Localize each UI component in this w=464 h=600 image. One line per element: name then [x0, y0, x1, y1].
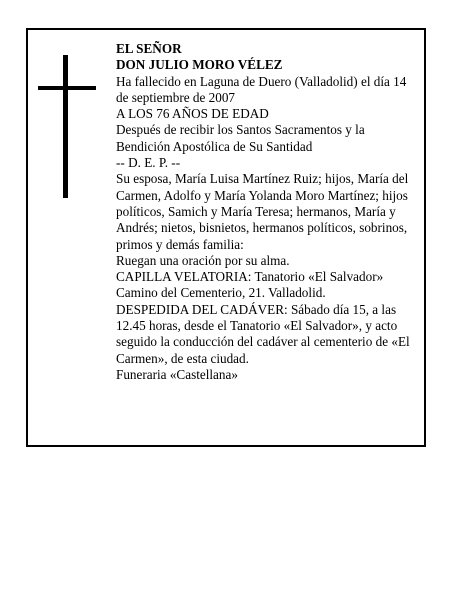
- chapel: CAPILLA VELATORIA: Tanatorio «El Salvador» Camino del Cementerio, 21. Valladolid.: [116, 269, 384, 301]
- family: Su esposa, María Luisa Martínez Ruiz; hijos, María del Carmen, Adolfo y María Yolanda Moro Martínez; hijos políticos, Samich y María Teresa; hermanos, María y Andrés; nietos, bisnietos, hermanos políticos, sobrinos, primos y demás familia:: [116, 171, 409, 252]
- rip: -- D. E. P. --: [116, 155, 181, 171]
- cross-icon: [38, 55, 96, 198]
- farewell: DESPEDIDA DEL CADÁVER: Sábado día 15, a las 12.45 horas, desde el Tanatorio «El Salvador», y acto seguido la conducción del cadáver al cementerio de «El Carmen», de esta ciudad.: [116, 301, 410, 366]
- prayer-request: Ruegan una oración por su alma.: [116, 252, 290, 268]
- obituary-notice: [26, 28, 426, 447]
- funeral-home: Funeraria «Castellana»: [116, 366, 238, 382]
- notice-text: [116, 41, 422, 383]
- age: A LOS 76 AÑOS DE EDAD: [116, 106, 269, 122]
- death-info: Ha fallecido en Laguna de Duero (Valladolid) el día 14 de septiembre de 2007: [116, 73, 407, 105]
- cross-vertical-bar: [63, 55, 68, 198]
- cross-horizontal-bar: [38, 86, 96, 90]
- deceased-name: DON JULIO MORO VÉLEZ: [116, 57, 283, 73]
- title-line-1: EL SEÑOR: [116, 41, 182, 56]
- sacraments: Después de recibir los Santos Sacramentos y la Bendición Apostólica de Su Santidad: [116, 122, 365, 154]
